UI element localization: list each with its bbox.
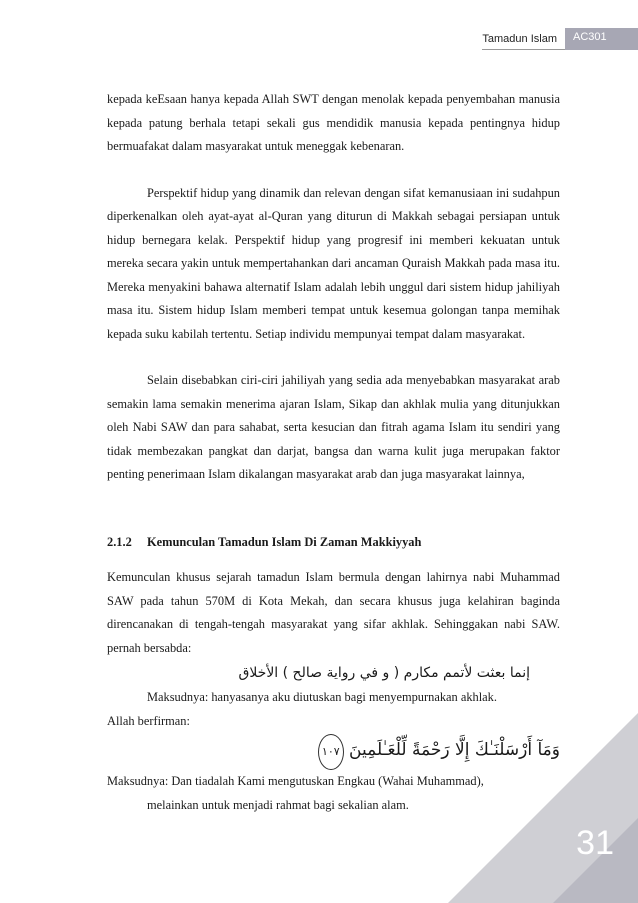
hadith-arabic: إنما بعثت لأتمم مكارم ( و في رواية صالح ) الأخلاق bbox=[238, 665, 530, 681]
paragraph-selain: Selain disebabkan ciri-ciri jahiliyah yang sedia ada menyebabkan masyarakat arab semakin lama semakin menerima ajaran Islam, Sikap dan akhlak mulia yang ditunjukkan oleh Nabi SAW dan para sahabat, serta kesucian dan fitrah agama Islam itu sendiri yang tidak membezakan pangkat dan darjat, bangsa dan warna kulit juga merupakan faktor penting penerimaan Islam dikalangan masyarakat arab dan juga masyarakat lainnya, bbox=[107, 373, 560, 481]
spacer bbox=[107, 554, 560, 566]
verse-meaning-line2: melainkan untuk menjadi rahmat bagi sekalian alam. bbox=[147, 797, 409, 812]
spacer bbox=[107, 346, 560, 369]
paragraph-perspektif: Perspektif hidup yang dinamik dan relevan dengan sifat kemanusiaan ini sudahpun diperkenalkan oleh ayat-ayat al-Quran yang diturun di Makkah sebagai persiapan untuk hidup bernegara kelak. Perspektif hidup yang progresif ini memberi kekuatan untuk mereka secara yakin untuk mempertahankan dari ancaman Quraish Makkah pada masa itu. Mereka menyakini bahawa alternatif Islam adalah lebih unggul dari sistem hidup jahiliyah masa itu. Sistem hidup Islam memberi tempat untuk kesemua golongan tanpa memihak kepada suku kabilah tertentu. Setiap individu mempunyai tempat dalam masyarakat. bbox=[107, 185, 560, 341]
verse-text: وَمَآ أَرْسَلْنَـٰكَ إِلَّا رَحْمَةً لِّلْعَـٰلَمِينَ bbox=[349, 740, 560, 760]
section-title: Kemunculan Tamadun Islam Di Zaman Makkiyyah bbox=[147, 534, 422, 549]
page-content bbox=[107, 88, 560, 817]
section-number: 2.1.2 bbox=[107, 534, 132, 549]
allah-says-label: Allah berfirman: bbox=[107, 713, 190, 728]
course-code-badge: AC301 bbox=[565, 28, 638, 50]
paragraph-continuation: kepada keEsaan hanya kepada Allah SWT dengan menolak kepada penyembahan manusia kepada patung berhala tetapi sekali gus mendidik manusia kepada pentingnya hidup bermuafakat dalam masyarakat untuk meneggak kebenaran. bbox=[107, 92, 560, 153]
section-heading bbox=[107, 531, 560, 555]
verse-number-marker: ١٠٧ bbox=[318, 734, 344, 770]
header-title: Tamadun Islam bbox=[482, 33, 565, 50]
hadith-meaning: Maksudnya: hanyasanya aku diutuskan bagi menyempurnakan akhlak. bbox=[147, 690, 497, 704]
spacer bbox=[107, 159, 560, 182]
page-number: 31 bbox=[576, 824, 614, 862]
verse-meaning-line1: Maksudnya: Dan tiadalah Kami mengutuskan Engkau (Wahai Muhammad), bbox=[107, 774, 484, 788]
paragraph-kemunculan: Kemunculan khusus sejarah tamadun Islam bermula dengan lahirnya nabi Muhammad SAW pada tahun 570M di Kota Mekah, dan secara khusus juga kelahiran baginda direncanakan di tengah-tengah masyarakat yang sifar akhlak. Sehinggakan nabi SAW. pernah bersabda: bbox=[107, 570, 560, 655]
page-header bbox=[482, 28, 638, 50]
spacer bbox=[107, 487, 560, 531]
